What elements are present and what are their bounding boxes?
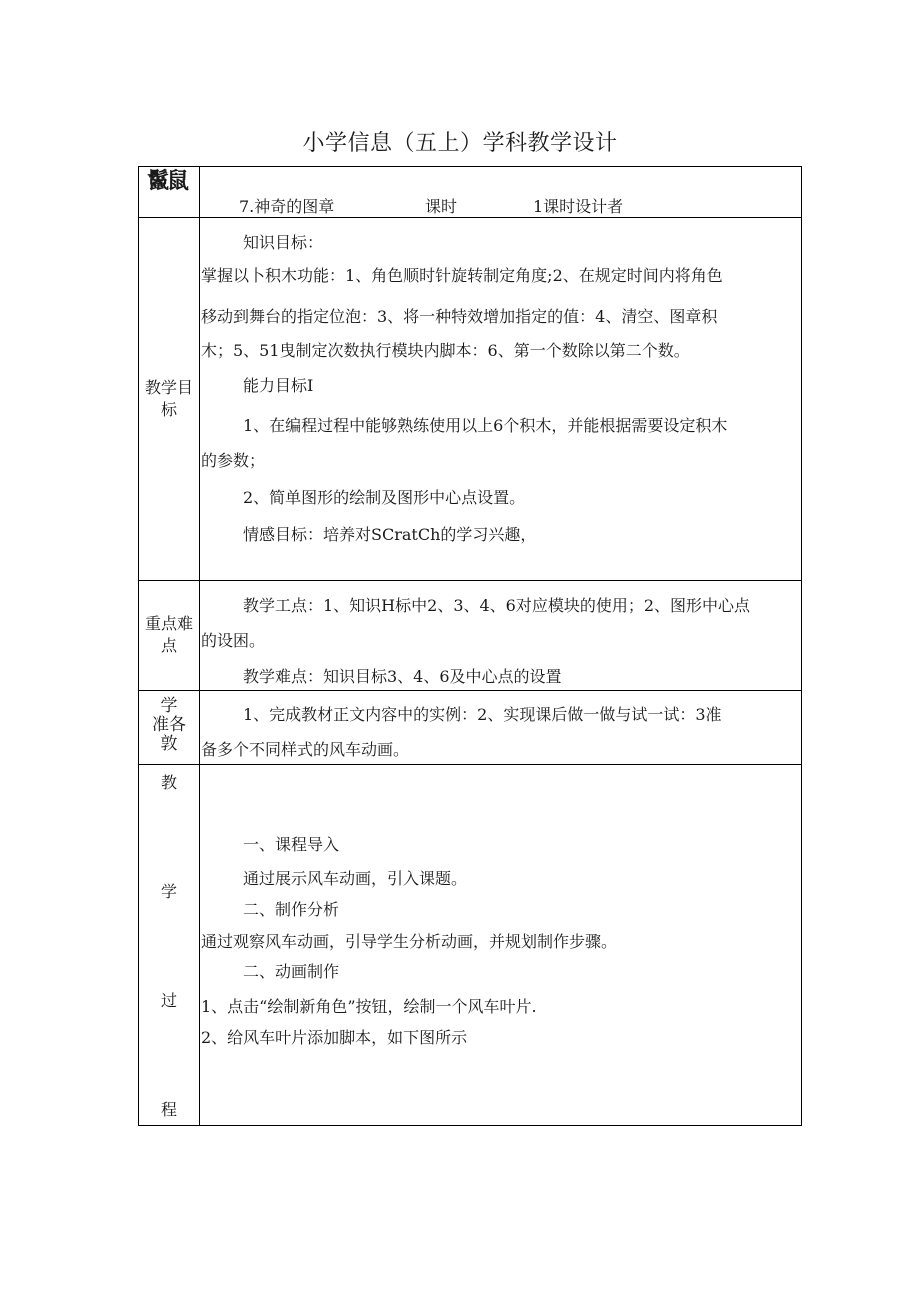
process-label-char: 程 [160,1100,177,1119]
key-points-label [139,613,199,657]
row-divider [139,764,801,765]
objectives-label [139,377,199,421]
row-divider [139,690,801,691]
process-label-char: 教 [160,773,177,792]
key-points-line: 的设困。 [201,631,266,650]
preparation-label-line: 学 [160,696,178,716]
objectives-line: 情感目标：培养对SCratCh的学习兴趣， [243,525,537,544]
key-points-label-line: 重点难 [144,614,193,633]
preparation-label [139,697,199,754]
lesson-plan-table [138,166,802,1126]
objectives-line: 2、简单图形的绘制及图形中心点设置。 [243,488,526,507]
preparation-line: 1、完成教材正文内容中的实例：2、实现课后做一做与试一试：3准 [243,705,722,724]
objectives-line: 木；5、51曳制定次数执行模块内脚本：6、第一个数除以第二个数。 [201,341,690,360]
objectives-label-line: 教学目 [144,378,193,397]
preparation-label-line: 敦 [160,734,178,754]
objectives-line: 移动到舞台的指定位泡：3、将一种特效增加指定的值：4、清空、图章积 [201,307,718,326]
lesson-title: 7.神奇的图章 [239,197,335,216]
preparation-label-line: 准各 [152,715,186,735]
process-line: 通过观察风车动画，引导学生分析动画，并规划制作步骤。 [201,932,618,951]
objectives-line: 1、在编程过程中能够熟练使用以上6个积木，并能根据需要设定积木 [243,416,728,435]
process-label-char: 过 [160,991,177,1010]
process-line: 1、点击“绘制新角色”按钮，绘制一个风车叶片. [201,997,537,1016]
column-divider [199,167,200,1125]
objectives-line: 知识目标： [243,233,324,252]
process-line: 二、动画制作 [243,962,340,981]
key-points-label-line: 点 [160,636,177,655]
objectives-line: 掌握以卜积木功能：1、角色顺时针旋转制定角度;2、在规定时间内将角色 [201,266,723,285]
process-line: 一、课程导入 [243,835,340,854]
objectives-line: 能力目标I [243,376,314,395]
period-value: 1课时设计者 [533,197,624,216]
objectives-label-line: 标 [160,400,177,419]
page-title: 小学信息（五上）学科教学设计 [302,131,618,156]
process-label-char: 学 [160,882,177,901]
key-points-line: 教学难点：知识目标3、4、6及中心点的设置 [243,667,562,686]
key-points-line: 教学工点：1、知识H标中2、3、4、6对应模块的使用；2、图形中心点 [243,596,751,615]
row-divider [139,580,801,581]
period-label: 课时 [425,197,458,216]
objectives-line: 的参数； [201,451,266,470]
process-line: 2、给风车叶片添加脚本，如下图所示 [201,1028,468,1047]
process-line: 二、制作分析 [243,900,340,919]
preparation-line: 备多个不同样式的风车动画。 [201,740,410,759]
stamp-glyph: 鬣鼠 [147,168,188,194]
row-divider [139,217,801,218]
process-line: 通过展示风车动画，引入课题。 [243,869,468,888]
